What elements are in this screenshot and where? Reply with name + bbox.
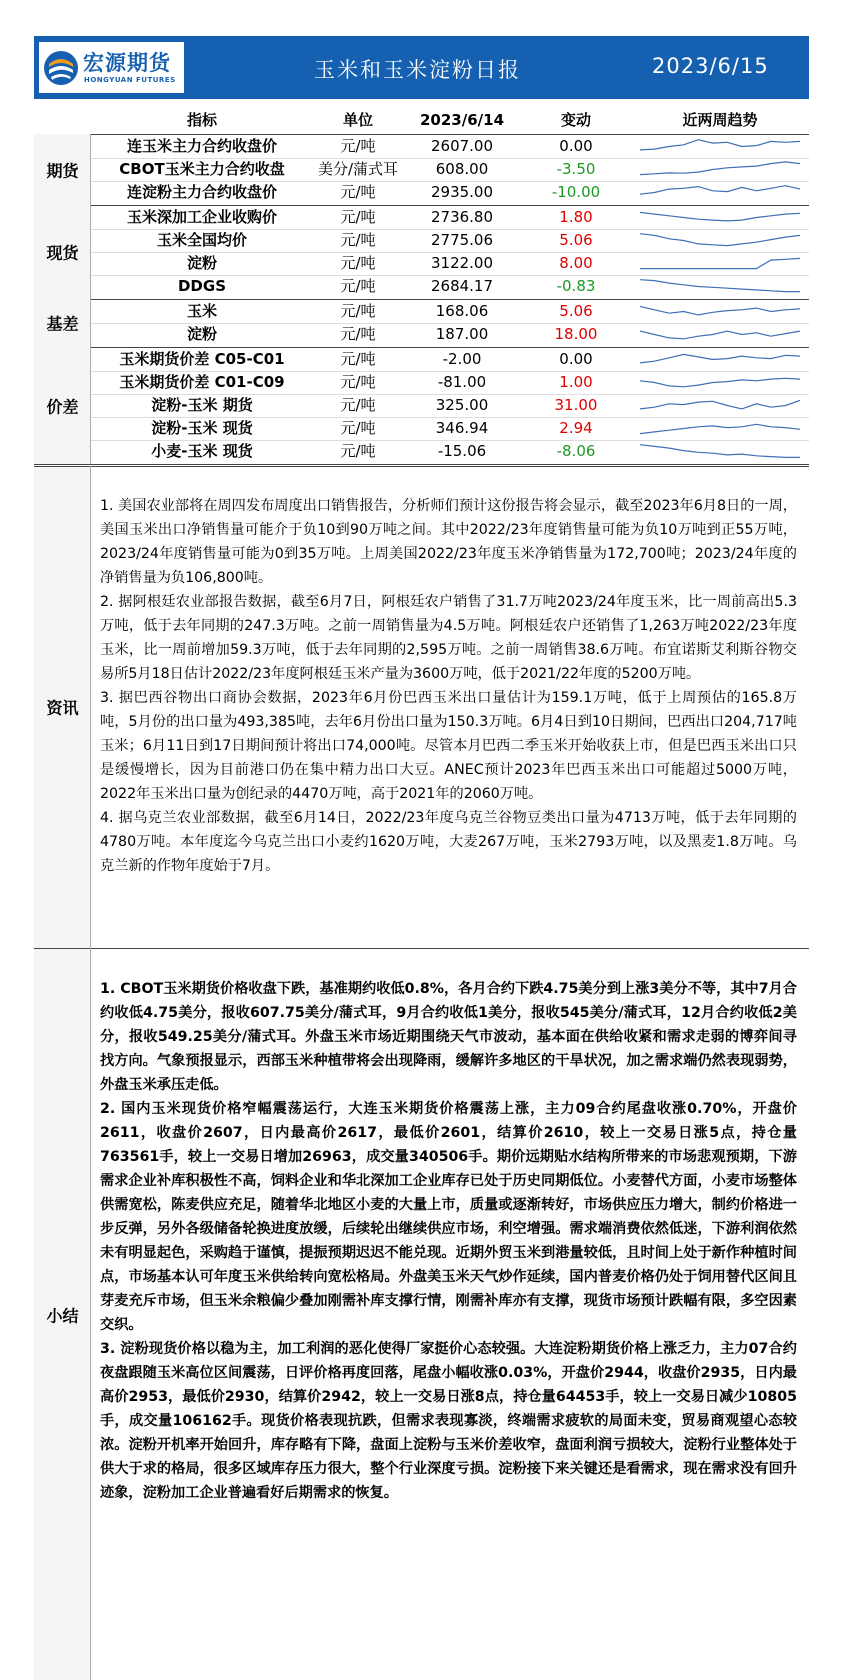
report-date: 2023/6/15 [652, 54, 769, 78]
indicator-unit: 元/吨 [340, 254, 376, 272]
trend-sparkline [636, 252, 804, 275]
indicator-unit: 元/吨 [340, 396, 376, 414]
indicator-change: 31.00 [554, 396, 598, 414]
indicator-name: 玉米期货价差 C01-C09 [119, 373, 285, 391]
table-row [91, 323, 809, 346]
paragraph: 2. 据阿根廷农业部报告数据，截至6月7日，阿根廷农户销售了31.7万吨2023/24年度玉米，比一周前高出5.3万吨，低于去年同期的247.3万吨。之前一周销售量为4.5万吨。阿根廷农户还销售了1,263万吨2022/23年度玉米，比一周前增加59.3万吨，低于去年同期的2,595万吨。之前一周销售38.6万吨。布宜诺斯艾利斯谷物交易所5月18日估计2022/23年度阿根廷玉米产量为3600万吨，低于2021/22年度的5200万吨。 [100, 594, 797, 682]
trend-sparkline [636, 323, 804, 346]
indicator-value: 187.00 [435, 325, 489, 343]
indicator-unit: 元/吨 [340, 325, 376, 343]
trend-sparkline [636, 206, 804, 229]
table-row [91, 300, 809, 323]
group-column-divider [90, 134, 91, 464]
section-divider [34, 948, 809, 949]
trend-line [640, 331, 800, 339]
indicator-change: 2.94 [559, 419, 593, 437]
trend-line [640, 186, 800, 195]
indicator-value: 2736.80 [430, 208, 494, 226]
row-group-label: 基差 [34, 299, 91, 347]
trend-sparkline [636, 417, 804, 440]
indicator-change: 5.06 [559, 302, 593, 320]
indicator-unit: 元/吨 [340, 231, 376, 249]
column-header: 指标 [186, 111, 217, 129]
indicator-value: 325.00 [435, 396, 489, 414]
table-row [91, 275, 809, 298]
logo-chinese-name: 宏源期货 [83, 51, 171, 75]
table-row [91, 440, 809, 463]
indicator-name: 连淀粉主力合约收盘价 [126, 183, 277, 201]
table-row [91, 135, 809, 158]
company-logo [39, 42, 184, 93]
trend-line [640, 162, 800, 175]
paragraph: 3. 据巴西谷物出口商协会数据，2023年6月份巴西玉米出口量估计为159.1万吨，低于上周预估的165.8万吨，5月份的出口量为493,385吨，去年6月份出口量为150.3万吨。6月4日到10日期间，巴西出口204,717吨玉米；6月11日到17日期间预计将出口74,000吨。尽管本月巴西二季玉米开始收获上市，但是巴西玉米出口只是缓慢增长，因为目前港口仍在集中精力出口大豆。ANEC预计2023年巴西玉米出口可能超过5000万吨，2022年玉米出口量为创纪录的4470万吨，高于2021年的2060万吨。 [100, 690, 797, 802]
table-row [91, 158, 809, 181]
column-header: 单位 [342, 111, 373, 129]
trend-sparkline [636, 135, 804, 158]
group-divider [34, 464, 809, 465]
indicator-name: 淀粉-玉米 期货 [151, 396, 253, 414]
indicator-name: 小麦-玉米 现货 [151, 442, 253, 460]
indicator-unit: 元/吨 [340, 350, 376, 368]
indicator-change: 5.06 [559, 231, 593, 249]
trend-line [640, 280, 800, 292]
indicator-unit: 美分/蒲式耳 [317, 160, 399, 178]
indicator-name: 玉米全国均价 [156, 231, 247, 249]
column-header: 变动 [560, 111, 591, 129]
paragraph: 2. 国内玉米现货价格窄幅震荡运行，大连玉米期货价格震荡上涨，主力09合约尾盘收涨0.70%，开盘价2611，收盘价2607，日内最高价2617，最低价2601，结算价2610，较上一交易日涨5点，持仓量763561手，较上一交易日增加26963，成交量340506手。期价远期贴水结构所带来的市场悲观预期，下游需求企业补库积极性不高，饲料企业和华北深加工企业库存已处于历史同期低位。小麦替代方面，小麦市场整体供需宽松，陈麦供应充足，随着华北地区小麦的大量上市，质量或逐渐转好，市场供应压力增大，制约价格进一步反弹，另外各级储备轮换进度放缓，后续轮出继续供应市场，利空增强。需求端消费依然低迷，下游利润依然未有明显起色，采购趋于谨慎，提振预期迟迟不能兑现。近期外贸玉米到港量较低，且时间上处于新作种植时间点，市场基本认可年度玉米供给转向宽松格局。外盘美玉米天气炒作延续，国内普麦价格仍处于饲用替代区间且芽麦充斥市场，但玉米余粮偏少叠加刚需补库支撑行情，刚需补库亦有支撑，现货市场预计跌幅有限，多空因素交织。 [100, 1101, 797, 1333]
indicator-unit: 元/吨 [340, 208, 376, 226]
indicator-name: DDGS [177, 277, 227, 295]
indicator-change: 0.00 [559, 137, 593, 155]
indicator-unit: 元/吨 [340, 442, 376, 460]
row-group-label: 期货 [34, 134, 91, 205]
section-divider [34, 466, 809, 467]
paragraph: 1. 美国农业部将在周四发布周度出口销售报告，分析师们预计这份报告将会显示，截至2023年6月8日的一周，美国玉米出口净销售量可能介于负10到90万吨之间。其中2022/23年度销售量可能为负10万吨到正55万吨，2023/24年度销售量可能为0到35万吨。上周美国2022/23年度玉米净销售量为172,700吨；2023/24年度的净销售量为负106,800吨。 [100, 498, 797, 586]
paragraph: 3. 淀粉现货价格以稳为主，加工利润的恶化使得厂家挺价心态较强。大连淀粉期货价格上涨乏力，主力07合约夜盘跟随玉米高位区间震荡，日评价格再度回落，尾盘小幅收涨0.03%，开盘价2944，收盘价2935，日内最高价2953，最低价2930，结算价2942，较上一交易日涨8点，持仓量64453手，较上一交易日减少10805手，成交量106162手。现货价格表现抗跌，但需求表现寡淡，终端需求疲软的局面未变，贸易商观望心态较浓。淀粉开机率开始回升，库存略有下降，盘面上淀粉与玉米价差收窄，盘面利润亏损较大，淀粉行业整体处于供大于求的格局，很多区域库存压力很大，整个行业深度亏损。淀粉接下来关键还是看需求，现在需求没有回升迹象，淀粉加工企业普遍看好后期需求的恢复。 [100, 1341, 797, 1501]
table-row [91, 371, 809, 394]
indicator-value: 2935.00 [430, 183, 494, 201]
table-row [91, 417, 809, 440]
indicator-value: -15.06 [437, 442, 487, 460]
news-body [100, 494, 797, 878]
summary-label: 小结 [34, 949, 91, 1680]
indicator-value: 2775.06 [430, 231, 494, 249]
trend-line [640, 140, 800, 150]
indicator-unit: 元/吨 [340, 302, 376, 320]
indicator-name: 玉米期货价差 C05-C01 [119, 350, 285, 368]
indicator-table [34, 106, 809, 464]
trend-line [640, 306, 800, 315]
row-group-label: 价差 [34, 347, 91, 464]
report-title: 玉米和玉米淀粉日报 [314, 58, 521, 82]
section-divider [90, 466, 91, 1680]
report-header [34, 36, 809, 99]
indicator-unit: 元/吨 [340, 373, 376, 391]
indicator-name: 淀粉-玉米 现货 [151, 419, 253, 437]
news-label: 资讯 [34, 466, 91, 948]
indicator-value: 168.06 [435, 302, 489, 320]
trend-line [640, 258, 800, 268]
trend-sparkline [636, 371, 804, 394]
indicator-unit: 元/吨 [340, 277, 376, 295]
indicator-value: -81.00 [437, 373, 487, 391]
indicator-change: -8.06 [556, 442, 596, 460]
indicator-name: 淀粉 [186, 325, 217, 343]
summary-section [34, 949, 809, 1680]
logo-mark-icon [43, 50, 79, 86]
indicator-change: -3.50 [556, 160, 596, 178]
indicator-change: 1.80 [559, 208, 593, 226]
indicator-unit: 元/吨 [340, 137, 376, 155]
indicator-unit: 元/吨 [340, 183, 376, 201]
trend-line [640, 424, 800, 433]
trend-sparkline [636, 348, 804, 371]
indicator-change: -10.00 [551, 183, 601, 201]
trend-line [640, 354, 800, 363]
column-header: 近两周趋势 [682, 111, 758, 129]
indicator-name: CBOT玉米主力合约收盘 [119, 160, 285, 178]
trend-line [640, 378, 800, 387]
trend-line [640, 234, 800, 246]
table-row [91, 206, 809, 229]
indicator-name: 连玉米主力合约收盘价 [126, 137, 277, 155]
trend-sparkline [636, 300, 804, 323]
indicator-change: 1.00 [559, 373, 593, 391]
trend-sparkline [636, 440, 804, 463]
indicator-change: 0.00 [559, 350, 593, 368]
summary-body [100, 977, 797, 1505]
column-header: 2023/6/14 [419, 111, 505, 129]
table-row [91, 348, 809, 371]
trend-sparkline [636, 275, 804, 298]
indicator-value: 3122.00 [430, 254, 494, 272]
indicator-change: 8.00 [559, 254, 593, 272]
indicator-value: -2.00 [442, 350, 482, 368]
trend-sparkline [636, 181, 804, 204]
paragraph: 4. 据乌克兰农业部数据，截至6月14日，2022/23年度乌克兰谷物豆类出口量为4713万吨，低于去年同期的4780万吨。本年度迄今乌克兰出口小麦约1620万吨，大麦267万吨，玉米2793万吨，以及黑麦1.8万吨。乌克兰新的作物年度始于7月。 [100, 810, 797, 874]
table-row [91, 252, 809, 275]
indicator-change: 18.00 [554, 325, 598, 343]
paragraph: 1. CBOT玉米期货价格收盘下跌，基准期约收低0.8%，各月合约下跌4.75美分到上涨3美分不等，其中7月合约收低4.75美分，报收607.75美分/蒲式耳，9月合约收低1美分，报收545美分/蒲式耳，12月合约收低2美分，报收549.25美分/蒲式耳。外盘玉米市场近期围绕天气市波动，基本面在供给收紧和需求走弱的博弈间寻找方向。气象预报显示，西部玉米种植带将会出现降雨，缓解许多地区的干旱状况，加之需求端仍然表现弱势，外盘玉米承压走低。 [100, 981, 797, 1093]
indicator-change: -0.83 [556, 277, 596, 295]
trend-sparkline [636, 394, 804, 417]
indicator-value: 2607.00 [430, 137, 494, 155]
indicator-name: 玉米 [186, 302, 217, 320]
indicator-value: 346.94 [435, 419, 489, 437]
table-row [91, 229, 809, 252]
indicator-name: 淀粉 [186, 254, 217, 272]
indicator-unit: 元/吨 [340, 419, 376, 437]
trend-line [640, 212, 800, 221]
trend-sparkline [636, 158, 804, 181]
trend-line [640, 445, 800, 458]
table-row [91, 394, 809, 417]
row-group-label: 现货 [34, 205, 91, 299]
indicator-value: 608.00 [435, 160, 489, 178]
table-row [91, 181, 809, 204]
news-section [34, 466, 809, 948]
indicator-name: 玉米深加工企业收购价 [126, 208, 277, 226]
indicator-value: 2684.17 [430, 277, 494, 295]
trend-sparkline [636, 229, 804, 252]
trend-line [640, 400, 800, 409]
logo-english-name: HONGYUAN FUTURES [84, 76, 176, 84]
